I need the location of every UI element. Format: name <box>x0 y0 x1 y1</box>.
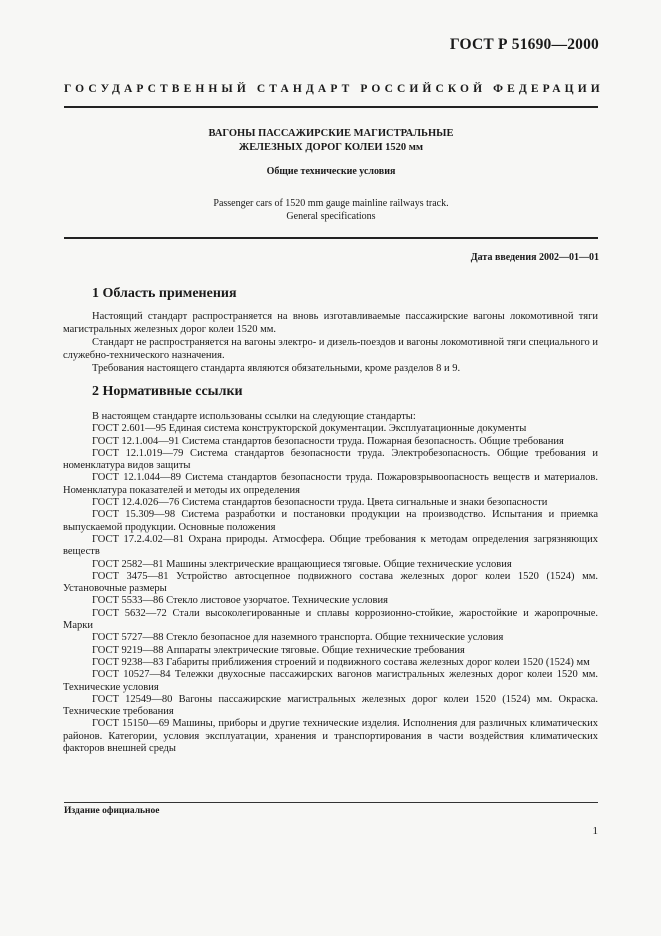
reference-item: ГОСТ 5727—88 Стекло безопасное для наземного транспорта. Общие технические условия <box>92 632 504 644</box>
document-title <box>64 127 598 155</box>
reference-item: ГОСТ 12.4.026—76 Система стандартов безопасности труда. Цвета сигнальные и знаки безопасности <box>92 497 548 509</box>
reference-item: ГОСТ 15150—69 Машины, приборы и другие технические изделия. Исполнения для различных климатических районов. Категории, условия эксплуатации, хранения и транспортирования в части воздействия климатических факторов внешней среды <box>63 718 598 755</box>
footer-rule <box>64 802 598 803</box>
title-rule <box>64 237 598 239</box>
reference-item: ГОСТ 10527—84 Тележки двухосные пассажирских вагонов магистральных железных дорог колеи 1520 мм. Технические условия <box>63 669 598 693</box>
reference-item: ГОСТ 17.2.4.02—81 Охрана природы. Атмосфера. Общие требования к методам определения загрязняющих веществ <box>63 533 598 558</box>
english-title <box>64 197 598 223</box>
header-rule <box>64 106 598 108</box>
title-line-1: ВАГОНЫ ПАССАЖИРСКИЕ МАГИСТРАЛЬНЫЕ <box>208 128 454 139</box>
reference-item: ГОСТ 5533—86 Стекло листовое узорчатое. Технические условия <box>92 595 388 607</box>
section-2-heading: 2 Нормативные ссылки <box>92 384 243 399</box>
section-1-heading: 1 Область применения <box>92 286 237 301</box>
reference-item: ГОСТ 12.1.019—79 Система стандартов безопасности труда. Электробезопасность. Общие требования и номенклатура видов защиты <box>63 447 598 472</box>
reference-item: ГОСТ 12.1.044—89 Система стандартов безопасности труда. Пожаровзрывоопасность веществ и материалов. Номенклатура показателей и методы их определения <box>63 472 598 496</box>
reference-item: ГОСТ 5632—72 Стали высоколегированные и сплавы коррозионно-стойкие, жаростойкие и жаропрочные. Марки <box>63 607 598 632</box>
state-standard-line: ГОСУДАРСТВЕННЫЙ СТАНДАРТ РОССИЙСКОЙ ФЕДЕРАЦИИ <box>64 83 604 95</box>
reference-item: ГОСТ 9238—83 Габариты приближения строений и подвижного состава железных дорог колеи 1520 (1524) мм <box>92 656 590 668</box>
section-1-paragraph-1: Настоящий стандарт распространяется на вновь изготавливаемые пассажирские вагоны локомотивной тяги магистральных железных дорог колеи 1520 мм. <box>63 311 598 336</box>
reference-item: ГОСТ 15.309—98 Система разработки и постановки продукции на производство. Испытания и приемка выпускаемой продукции. Основные положения <box>63 509 598 533</box>
references-list <box>63 411 598 755</box>
intro-date: Дата введения 2002—01—01 <box>470 252 599 263</box>
reference-item: ГОСТ 3475—81 Устройство автосцепное подвижного состава железных дорог колеи 1520 (1524) мм. Установочные размеры <box>63 570 598 595</box>
reference-item: ГОСТ 12.1.004—91 Система стандартов безопасности труда. Пожарная безопасность. Общие требования <box>92 435 564 447</box>
document-subtitle: Общие технические условия <box>266 166 396 177</box>
page-number: 1 <box>592 825 598 837</box>
reference-item: ГОСТ 12549—80 Вагоны пассажирские магистральных железных дорог колеи 1520 (1524) мм. Окраска. Технические требования <box>63 693 598 718</box>
title-line-2: ЖЕЛЕЗНЫХ ДОРОГ КОЛЕИ 1520 мм <box>238 142 424 153</box>
english-title-line-2: General specifications <box>286 211 376 222</box>
doc-code: ГОСТ Р 51690—2000 <box>449 36 599 53</box>
edition-label: Издание официальное <box>64 806 160 816</box>
reference-item: ГОСТ 2.601—95 Единая система конструкторской документации. Эксплуатационные документы <box>92 423 527 435</box>
references-lead: В настоящем стандарте использованы ссылки на следующие стандарты: <box>92 411 416 422</box>
section-1-paragraph-3: Требования настоящего стандарта являются обязательными, кроме разделов 8 и 9. <box>92 363 461 374</box>
section-1-paragraph-2: Стандарт не распространяется на вагоны электро- и дизель-поездов и вагоны локомотивной тяги специального и служебно-технического назначения. <box>63 337 598 362</box>
reference-item: ГОСТ 2582—81 Машины электрические вращающиеся тяговые. Общие технические условия <box>92 558 512 570</box>
reference-item: ГОСТ 9219—88 Аппараты электрические тяговые. Общие технические требования <box>92 644 465 656</box>
english-title-line-1: Passenger cars of 1520 mm gauge mainline railways track. <box>213 198 449 209</box>
